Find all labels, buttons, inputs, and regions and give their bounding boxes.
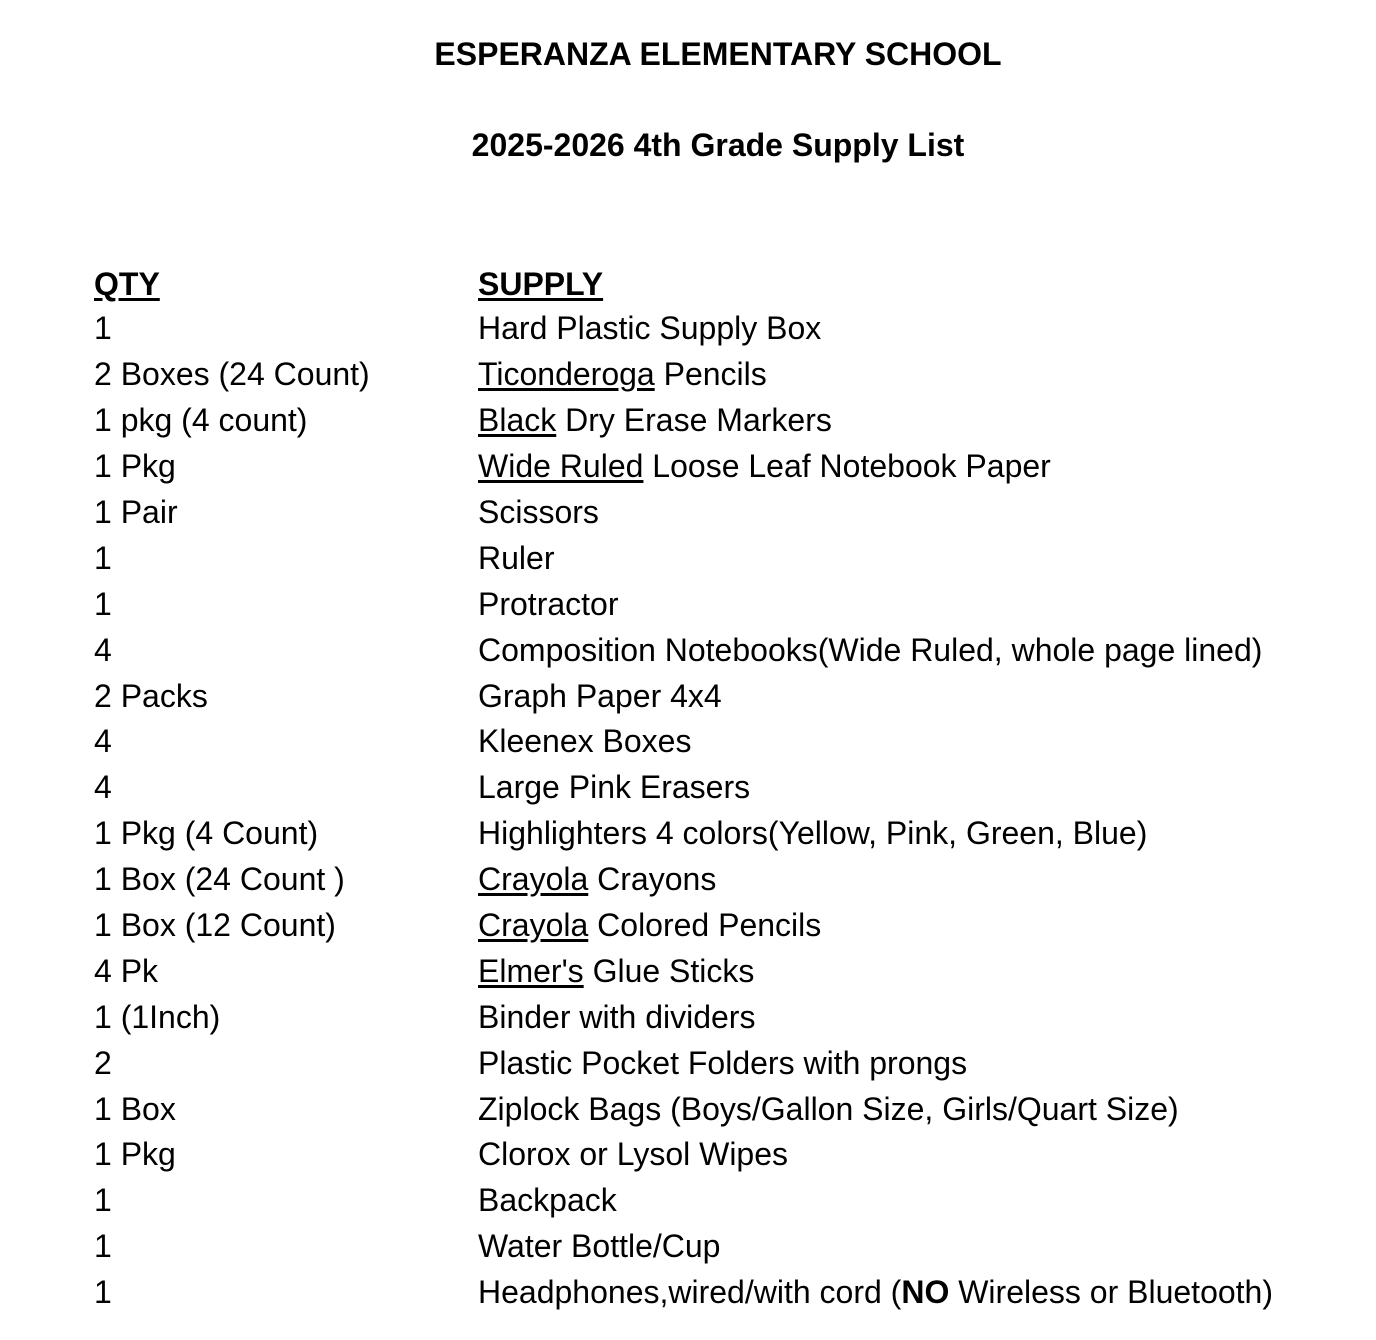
table-row [94, 765, 1364, 811]
supply-cell [478, 861, 1364, 898]
supply-cell [478, 1274, 1364, 1311]
supply-text: Protractor [478, 585, 619, 622]
table-row [94, 490, 1364, 536]
supply-text: Pencils [654, 356, 767, 393]
table-row [94, 1270, 1364, 1316]
supply-text: Water Bottle/Cup [478, 1228, 721, 1265]
supply-brand-text: Wide Ruled [478, 448, 644, 485]
table-row [94, 948, 1364, 994]
supply-brand-text: Crayola [478, 907, 589, 944]
qty-cell: 4 [94, 723, 112, 760]
table-row [94, 398, 1364, 444]
supply-text: Wireless or Bluetooth) [949, 1274, 1273, 1311]
supply-text: Dry Erase Markers [556, 402, 832, 439]
supply-text: Binder with dividers [478, 998, 756, 1035]
table-body [94, 306, 1364, 1316]
supply-cell [478, 1228, 1364, 1265]
supply-text: Headphones,wired/with cord ( [478, 1274, 902, 1311]
qty-cell: 1 [94, 1228, 112, 1265]
table-row [94, 1178, 1364, 1224]
qty-cell: 1 pkg (4 count) [94, 402, 308, 439]
supply-cell [478, 723, 1364, 760]
supply-text: Ziplock Bags (Boys/Gallon Size, Girls/Quart Size) [478, 1090, 1179, 1127]
qty-cell: 1 [94, 539, 112, 576]
table-row [94, 994, 1364, 1040]
table-row [94, 1086, 1364, 1132]
qty-cell: 1 [94, 1274, 112, 1311]
supply-cell [478, 356, 1364, 393]
table-row [94, 1132, 1364, 1178]
table-row [94, 1040, 1364, 1086]
supply-cell [478, 1091, 1364, 1128]
school-name: ESPERANZA ELEMENTARY SCHOOL [434, 36, 1002, 72]
supply-brand-text: Black [478, 402, 557, 439]
supply-text: Clorox or Lysol Wipes [478, 1136, 789, 1173]
supply-cell [478, 1045, 1364, 1082]
qty-cell: 1 [94, 310, 112, 347]
supply-text: Crayons [588, 861, 717, 898]
qty-cell: 1 Box [94, 1090, 176, 1127]
supply-text: Composition Notebooks(Wide Ruled, whole page lined) [478, 631, 1263, 668]
qty-cell: 1 Pkg (4 Count) [94, 815, 319, 852]
qty-cell: 4 Pk [94, 952, 159, 989]
supply-table [94, 262, 1364, 1316]
supply-cell [478, 632, 1364, 669]
supply-cell [478, 448, 1364, 485]
qty-cell: 1 [94, 585, 112, 622]
supply-cell [478, 907, 1364, 944]
table-row [94, 857, 1364, 903]
supply-text: Kleenex Boxes [478, 723, 692, 760]
table-row [94, 719, 1364, 765]
supply-cell [478, 586, 1364, 623]
supply-cell [478, 310, 1364, 347]
supply-brand-text: Elmer's [478, 952, 584, 989]
table-row [94, 444, 1364, 490]
supply-text: Backpack [478, 1182, 617, 1219]
supply-text: Glue Sticks [583, 952, 755, 989]
supply-text: Graph Paper 4x4 [478, 677, 722, 714]
qty-cell: 2 [94, 1044, 112, 1081]
table-row [94, 581, 1364, 627]
supply-text: Plastic Pocket Folders with prongs [478, 1044, 968, 1081]
qty-column-header: QTY [94, 265, 160, 302]
supply-text: Colored Pencils [588, 907, 822, 944]
supply-text: Scissors [478, 494, 599, 530]
supply-text: Loose Leaf Notebook Paper [643, 448, 1051, 485]
qty-cell: 1 [94, 1182, 112, 1219]
supply-cell [478, 1182, 1364, 1219]
qty-cell: 1 (1Inch) [94, 998, 221, 1035]
supply-brand-text: Ticonderoga [478, 356, 655, 393]
table-row [94, 811, 1364, 857]
supply-text: Hard Plastic Supply Box [478, 310, 822, 347]
table-row [94, 627, 1364, 673]
qty-cell: 1 Pkg [94, 448, 176, 485]
table-row [94, 903, 1364, 949]
qty-cell: 1 Pair [94, 494, 178, 530]
qty-cell: 1 Pkg [94, 1136, 176, 1173]
supply-cell [478, 999, 1364, 1036]
supply-cell [478, 1136, 1364, 1173]
table-row [94, 673, 1364, 719]
supply-text: Ruler [478, 539, 555, 576]
qty-cell: 4 [94, 631, 112, 668]
supply-cell [478, 494, 1364, 531]
qty-cell: 1 Box (12 Count) [94, 907, 336, 944]
supply-column-header: SUPPLY [478, 265, 604, 302]
supply-cell [478, 769, 1364, 806]
table-row [94, 1224, 1364, 1270]
table-row [94, 535, 1364, 581]
supply-text: Large Pink Erasers [478, 769, 751, 806]
list-title: 2025-2026 4th Grade Supply List [471, 127, 965, 163]
qty-cell: 4 [94, 769, 112, 806]
supply-brand-text: Crayola [478, 861, 589, 898]
supply-cell [478, 815, 1364, 852]
qty-cell: 1 Box (24 Count ) [94, 861, 345, 898]
supply-cell [478, 953, 1364, 990]
table-header-row [94, 262, 1364, 306]
supply-bold-text: NO [901, 1274, 950, 1311]
qty-cell: 2 Boxes (24 Count) [94, 356, 370, 393]
table-row [94, 352, 1364, 398]
supply-text: Highlighters 4 colors(Yellow, Pink, Green, Blue) [478, 815, 1148, 852]
supply-cell [478, 402, 1364, 439]
supply-cell [478, 540, 1364, 577]
table-row [94, 306, 1364, 352]
qty-cell: 2 Packs [94, 677, 208, 714]
supply-cell [478, 678, 1364, 715]
